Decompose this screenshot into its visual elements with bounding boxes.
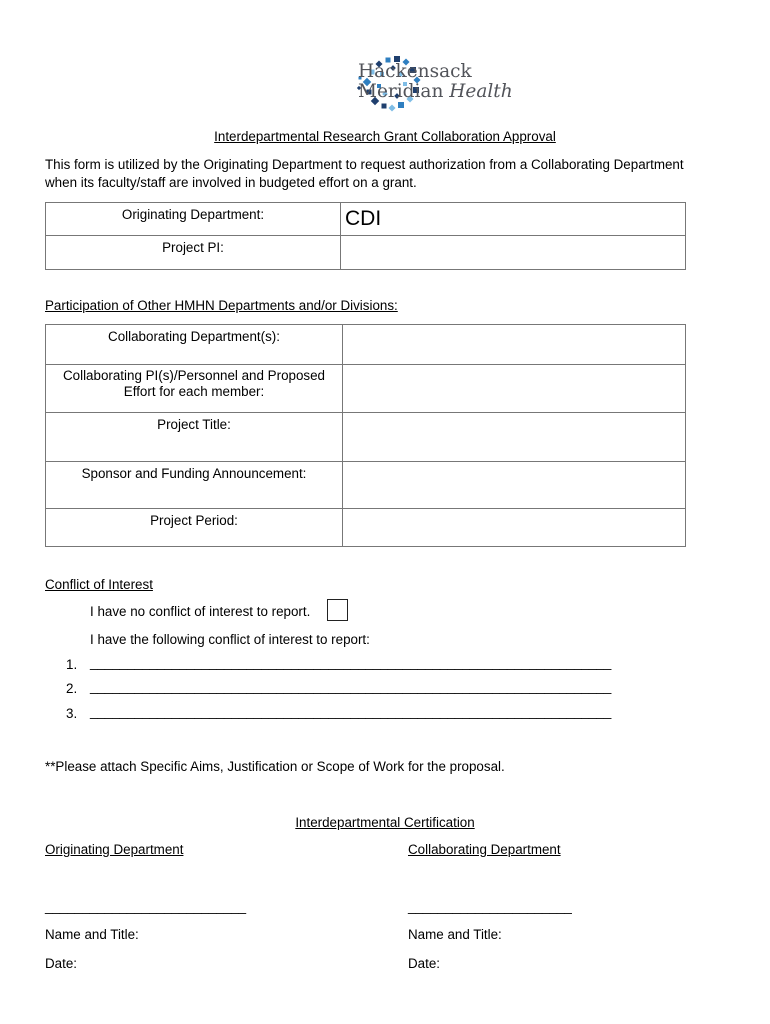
logo-wordmark bbox=[358, 62, 513, 102]
form-title: Interdepartmental Research Grant Collaboration Approval bbox=[214, 129, 556, 144]
collaborating-signature-line[interactable]: ______________________ bbox=[408, 899, 572, 914]
collaborating-departments-label: Collaborating Department(s): bbox=[46, 325, 343, 365]
originating-department-heading: Originating Department bbox=[45, 842, 184, 857]
logo-line-2 bbox=[358, 82, 513, 102]
collaborating-department-heading: Collaborating Department bbox=[408, 842, 561, 857]
originating-signature-line[interactable]: ___________________________ bbox=[45, 899, 247, 914]
conflict-heading: Conflict of Interest bbox=[45, 577, 153, 592]
project-pi-label: Project PI: bbox=[46, 236, 341, 270]
participation-heading: Participation of Other HMHN Departments and/or Divisions: bbox=[45, 298, 398, 313]
originating-department-field[interactable] bbox=[341, 203, 686, 236]
logo-line-1: Hackensack bbox=[358, 61, 472, 82]
originating-name-title-label: Name and Title: bbox=[45, 927, 139, 942]
project-title-field[interactable] bbox=[343, 413, 686, 462]
project-period-label: Project Period: bbox=[46, 509, 343, 547]
logo-line-2b: Health bbox=[449, 81, 513, 102]
has-conflict-label: I have the following conflict of interest to report: bbox=[90, 632, 370, 647]
certification-heading: Interdepartmental Certification bbox=[295, 815, 475, 830]
conflict-item-3-number: 3. bbox=[66, 706, 78, 721]
conflict-item-1-line[interactable]: ______________________________________________________________________ bbox=[90, 655, 612, 670]
intro-line-1: This form is utilized by the Originating Department to request authorization from a Collaborating Department bbox=[45, 157, 684, 172]
attach-note: **Please attach Specific Aims, Justification or Scope of Work for the proposal. bbox=[45, 759, 505, 774]
collaborating-name-title-label: Name and Title: bbox=[408, 927, 502, 942]
logo-mosaic-tile bbox=[388, 104, 395, 111]
logo-line-2a: Meridian bbox=[358, 81, 450, 102]
conflict-item-1-number: 1. bbox=[66, 657, 78, 672]
participation-table bbox=[45, 324, 686, 547]
project-period-field[interactable] bbox=[343, 509, 686, 547]
sponsor-funding-field[interactable] bbox=[343, 462, 686, 509]
project-pi-field[interactable] bbox=[341, 236, 686, 270]
no-conflict-label: I have no conflict of interest to report. bbox=[90, 604, 311, 619]
collaborating-personnel-field[interactable] bbox=[343, 365, 686, 413]
collaborating-personnel-label bbox=[46, 365, 343, 413]
conflict-item-2-number: 2. bbox=[66, 681, 78, 696]
project-title-label: Project Title: bbox=[46, 413, 343, 462]
intro-line-2: when its faculty/staff are involved in budgeted effort on a grant. bbox=[45, 175, 417, 190]
collaborating-personnel-label-l2: Effort for each member: bbox=[123, 384, 265, 399]
logo-mosaic-tile bbox=[398, 102, 404, 108]
sponsor-funding-label: Sponsor and Funding Announcement: bbox=[46, 462, 343, 509]
no-conflict-checkbox[interactable] bbox=[327, 599, 348, 621]
collaborating-departments-field[interactable] bbox=[343, 325, 686, 365]
originating-department-value: CDI bbox=[345, 207, 382, 230]
originating-table bbox=[45, 202, 686, 270]
conflict-item-2-line[interactable]: ______________________________________________________________________ bbox=[90, 679, 612, 694]
conflict-item-3-line[interactable]: ______________________________________________________________________ bbox=[90, 704, 612, 719]
originating-date-label: Date: bbox=[45, 956, 78, 971]
originating-department-label: Originating Department: bbox=[46, 203, 341, 236]
logo-mosaic-tile bbox=[382, 104, 387, 109]
collaborating-personnel-label-l1: Collaborating PI(s)/Personnel and Proposed bbox=[62, 368, 325, 383]
collaborating-date-label: Date: bbox=[408, 956, 441, 971]
